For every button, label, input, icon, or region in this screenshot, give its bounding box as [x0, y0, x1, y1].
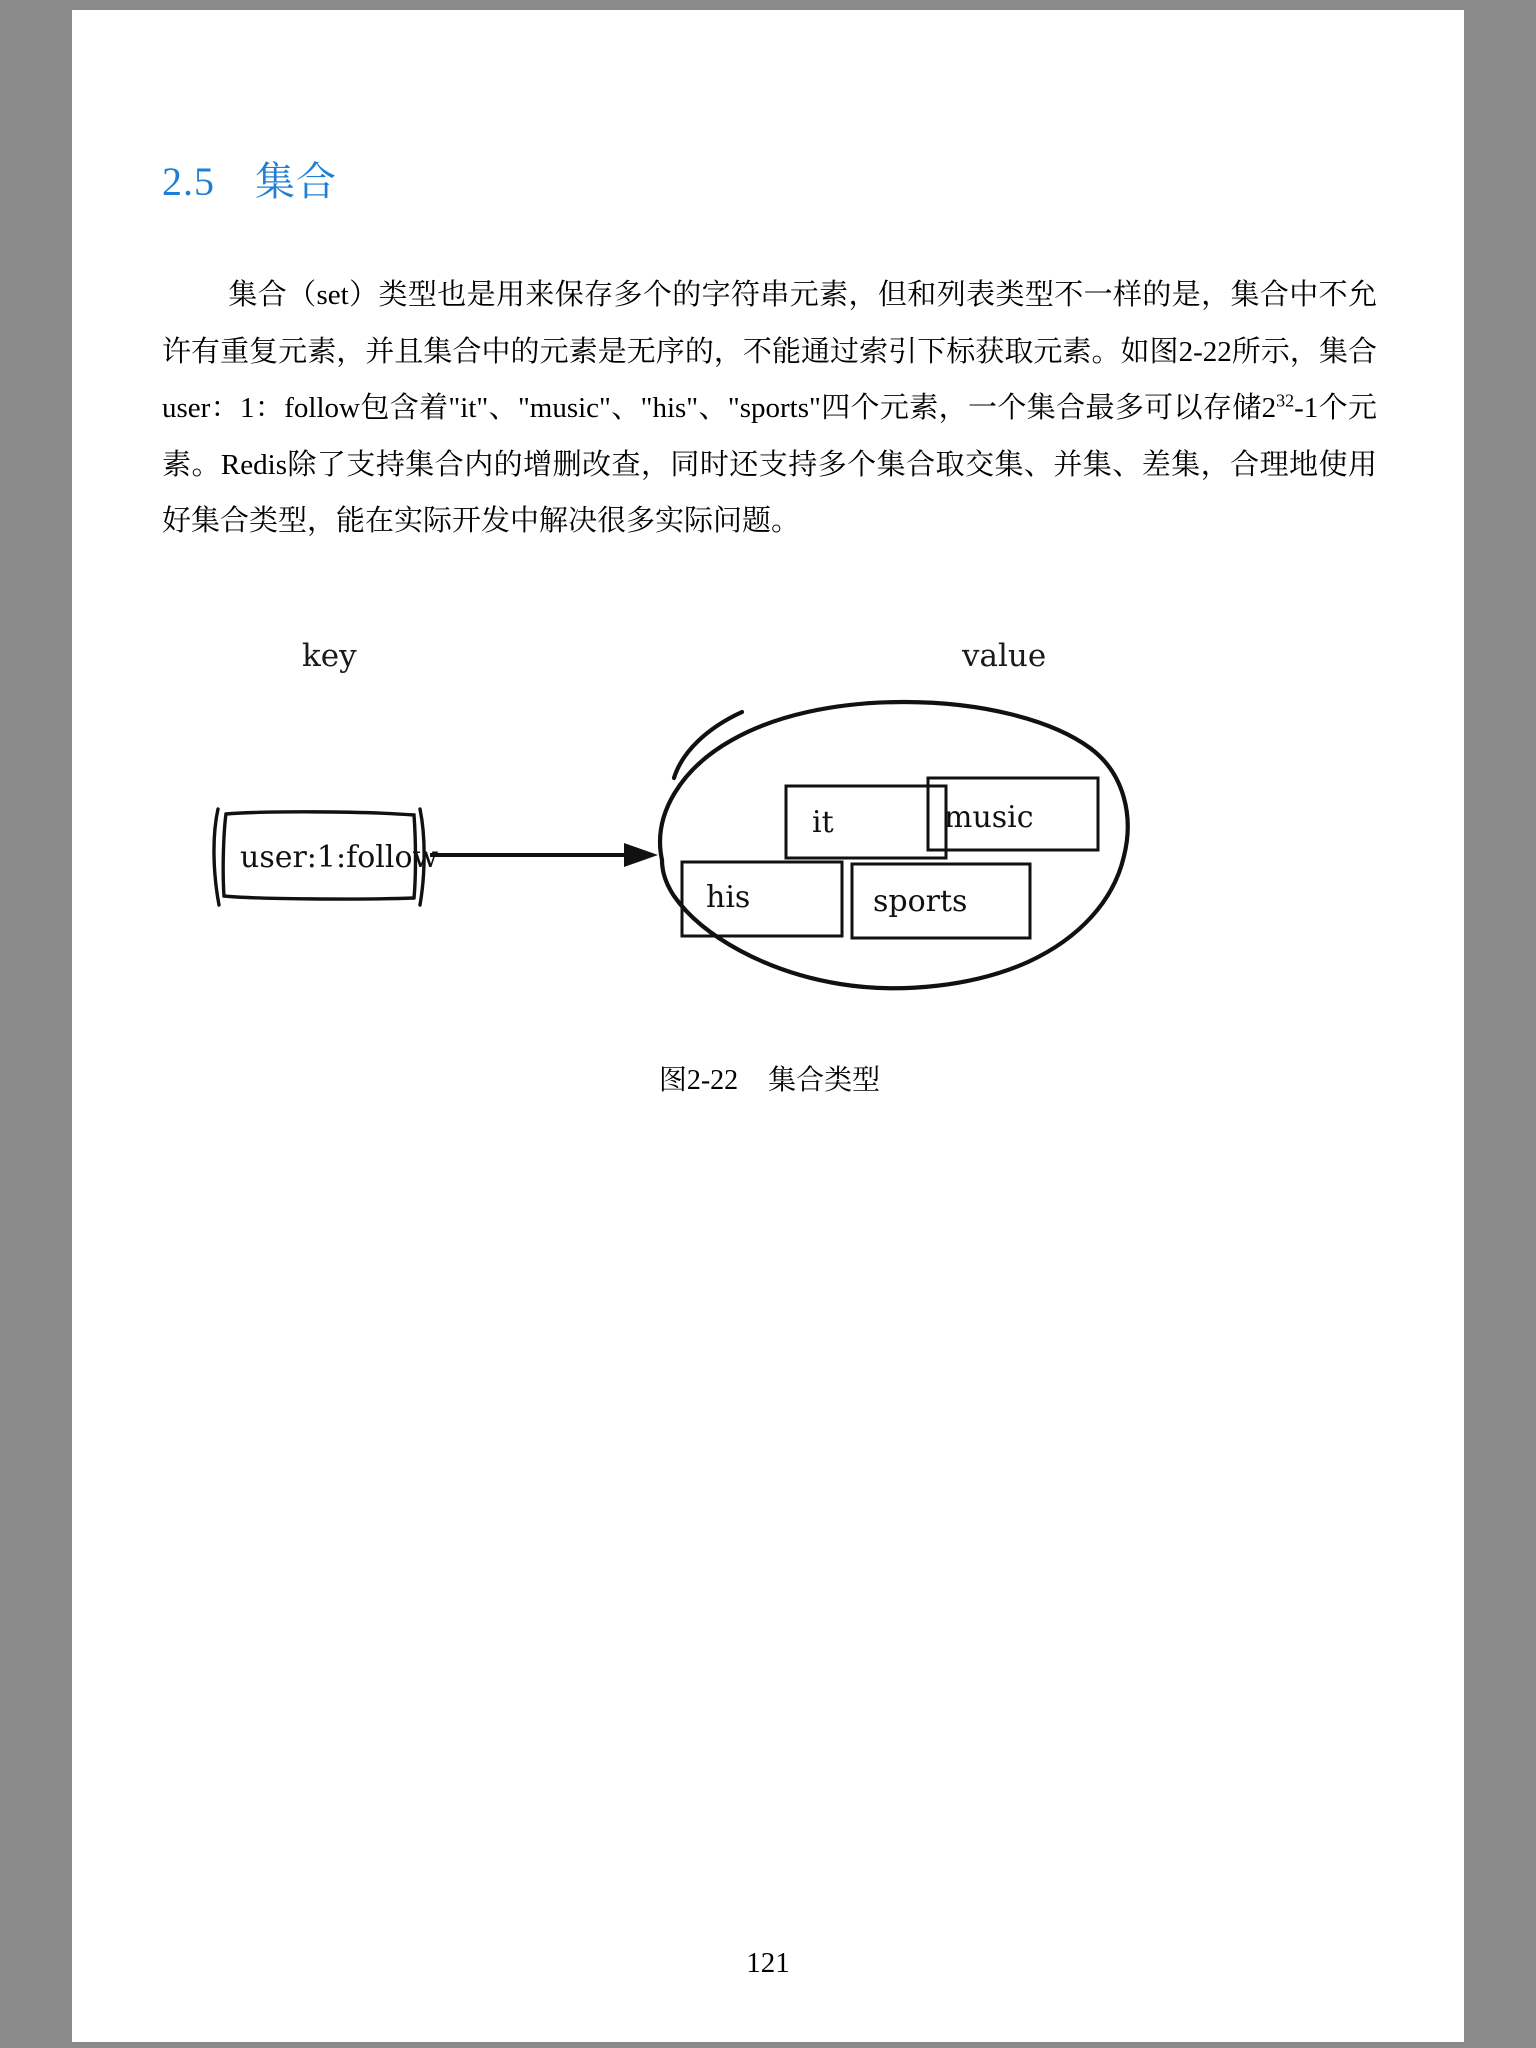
figure-key-label: key [302, 637, 357, 674]
paragraph-text: 集合（set）类型也是用来保存多个的字符串元素，但和列表类型不一样的是，集合中不允许有重复元素，并且集合中的元素是无序的，不能通过索引下标获取元素。如图2-22所示，集合user：1：follow包含着"it"、"music"、"his"、"sports"四个元素，一个集合最多可以存储$2^{32}-1$个元素。Redis除了支持集合内的增删改查，同时还支持多个集合取交集、并集、差集，合理地使用好集合类型，能在实际开发中解决很多实际问题。 [162, 279, 1377, 538]
section-title-text: 集合 [255, 159, 337, 204]
set-member-his: his [706, 879, 751, 915]
body-paragraph [162, 267, 1377, 550]
set-member-music: music [944, 799, 1034, 835]
page-content [162, 150, 1377, 1098]
figure-2-22 [162, 628, 1377, 1098]
figure-caption-number: 图2-22 [658, 1064, 739, 1096]
page-title [162, 150, 1377, 207]
arrow-key-to-value [430, 843, 658, 867]
document-page [72, 10, 1464, 2042]
figure-value-label: value [962, 637, 1047, 674]
page-number: 121 [746, 1947, 790, 1979]
set-member-sports: sports [873, 883, 968, 919]
figure-caption [162, 1058, 1377, 1098]
figure-caption-title: 集合类型 [768, 1064, 881, 1096]
value-set-blob [660, 702, 1128, 988]
section-number: 2.5 [162, 159, 215, 204]
key-box-text: user:1:follow [240, 839, 439, 875]
set-member-it: it [812, 804, 834, 840]
